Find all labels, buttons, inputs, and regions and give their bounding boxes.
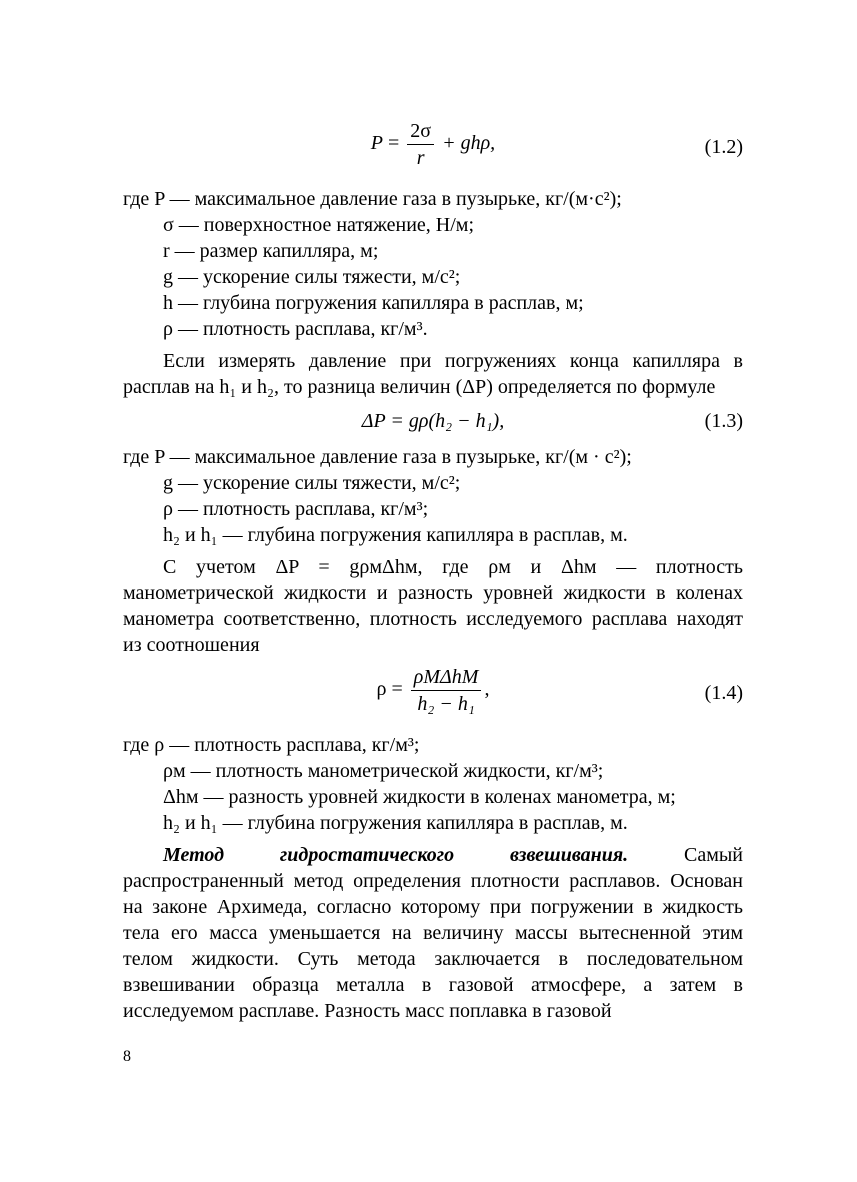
eq-numerator: 2σ — [407, 118, 434, 145]
legend-line: h₂ и h₁ — глубина погружения капилляра в расплав, м. — [163, 524, 628, 546]
paragraph: С учетом ΔP = gρмΔhм, где ρм и Δhм — плотность манометрической жидкости и разность уровней жидкости в коленах манометра соответственно, плотность исследуемого расплава находят из соотношения — [123, 556, 743, 656]
paragraph: Если измерять давление при погружениях конца капилляра в расплав на h₁ и h₂, то разница величин (ΔP) определяется по формуле — [123, 350, 743, 398]
section-heading: Метод гидростатического взвешивания. — [163, 844, 629, 866]
equation-1-3 — [123, 408, 743, 436]
eq-formula: ΔP = gρ(h₂ − h₁), — [361, 410, 505, 432]
equation-number: (1.4) — [704, 682, 743, 704]
legend-line: где P — максимальное давление газа в пузырьке, кг/(м · с²); — [123, 446, 632, 468]
page-number: 8 — [123, 1048, 131, 1065]
eq-denominator: r — [416, 147, 425, 169]
eq-denominator: h₂ − h₁ — [417, 693, 475, 715]
legend-line: g — ускорение силы тяжести, м/с²; — [163, 266, 461, 288]
equation-number: (1.3) — [704, 410, 743, 432]
eq-lhs: P — [370, 132, 384, 155]
legend-line: g — ускорение силы тяжести, м/с²; — [163, 472, 461, 494]
legend-line: σ — поверхностное натяжение, Н/м; — [163, 214, 474, 236]
legend-line: r — размер капилляра, м; — [163, 240, 379, 262]
legend-line: ρ — плотность расплава, кг/м³; — [163, 498, 429, 520]
equation-number: (1.2) — [704, 136, 743, 158]
eq-fraction — [407, 118, 434, 171]
eq-numerator: ρМΔhМ — [413, 666, 479, 688]
legend-line: где P — максимальное давление газа в пузырьке, кг/(м·с²); — [123, 188, 622, 210]
paragraph — [123, 842, 743, 1024]
eq-rest: + ghρ, — [442, 132, 496, 155]
legend-line: h₂ и h₁ — глубина погружения капилляра в расплав, м. — [163, 812, 628, 834]
eq-lhs: ρ = — [376, 678, 403, 701]
legend-line: ρ — плотность расплава, кг/м³. — [163, 318, 428, 340]
equation-1-2: P = $\frac{2\sigma}{r}$ + ghρ, (1.2) — [370, 120, 743, 169]
legend-line: ρм — плотность манометрической жидкости, кг/м³; — [163, 760, 604, 782]
eq-fraction — [411, 664, 482, 717]
page-content — [123, 100, 743, 1024]
legend-line: h — глубина погружения капилляра в расплав, м; — [163, 292, 584, 314]
equation-1-4: ρ = $\frac{\text{ρМΔhМ}}{\text{h₂ − h₁}}$ , (1.4) — [376, 666, 743, 715]
legend-line: Δhм — разность уровней жидкости в коленах манометра, м; — [163, 786, 676, 808]
legend-line: где ρ — плотность расплава, кг/м³; — [123, 734, 420, 756]
paragraph-text: Самый распространенный метод определения плотности расплавов. Основан на законе Архимеда, согласно которому при погружении в жидкость тела его масса уменьшается на величину массы вытесненной этим телом жидкости. Суть метода заключается в последовательном взвешивании образца металла в газовой атмосфере, а затем в исследуемом расплаве. Разность масс поплавка в газовой — [123, 844, 743, 1022]
